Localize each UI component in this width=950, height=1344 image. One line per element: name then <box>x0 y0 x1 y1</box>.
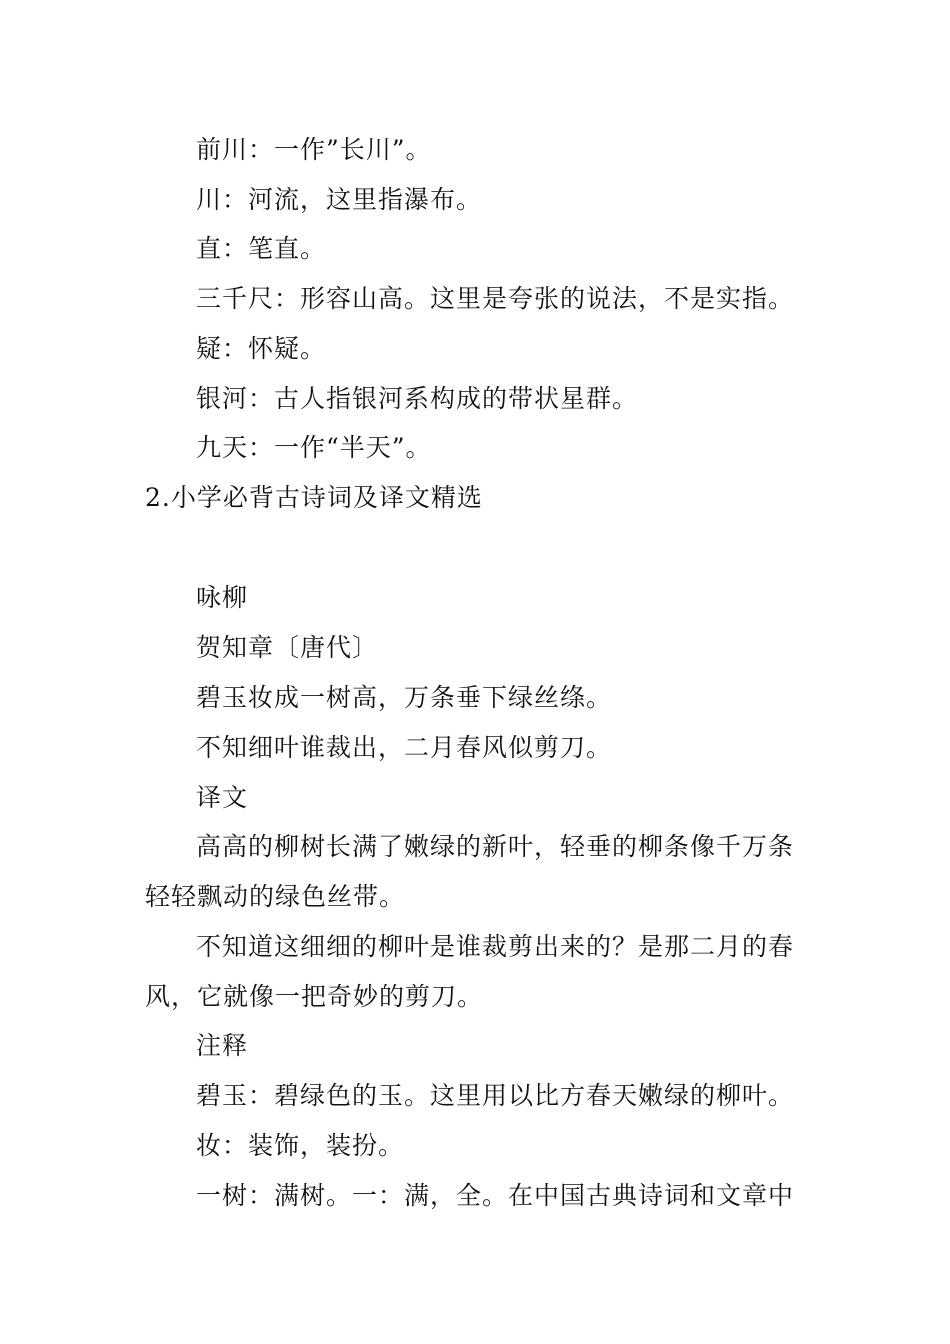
poem-author: 贺知章〔唐代〕 <box>196 633 379 662</box>
poem-title: 咏柳 <box>196 583 249 612</box>
translation-para1-line1: 高高的柳树长满了嫩绿的新叶，轻垂的柳条像千万条 <box>196 832 795 861</box>
poem-line-2: 不知细叶谁裁出，二月春风似剪刀。 <box>196 733 613 762</box>
annotation-yishu: 一树：满树。一：满，全。在中国古典诗词和文章中 <box>196 1181 795 1210</box>
poem-line-1: 碧玉妆成一树高，万条垂下绿丝绦。 <box>196 683 613 712</box>
section-heading: 2.小学必背古诗词及译文精选 <box>145 483 483 512</box>
translation-para2-line1: 不知道这细细的柳叶是谁裁剪出来的？是那二月的春 <box>196 932 795 961</box>
annotation-zhuang: 妆：装饰，装扮。 <box>196 1131 405 1160</box>
annotations-heading: 注释 <box>196 1031 249 1060</box>
note-qianchuan: 前川：一作”长川”。 <box>196 135 432 164</box>
annotation-biyu: 碧玉：碧绿色的玉。这里用以比方春天嫩绿的柳叶。 <box>196 1081 795 1110</box>
translation-heading: 译文 <box>196 783 249 812</box>
note-chuan: 川：河流，这里指瀑布。 <box>196 185 483 214</box>
translation-para2-line2: 风，它就像一把奇妙的剪刀。 <box>145 982 484 1011</box>
note-yi: 疑：怀疑。 <box>196 334 327 363</box>
note-zhi: 直：笔直。 <box>196 234 327 263</box>
note-jiutian: 九天：一作“半天”。 <box>196 433 432 462</box>
note-yinhe: 银河：古人指银河系构成的带状星群。 <box>196 384 639 413</box>
translation-para1-line2: 轻轻飘动的绿色丝带。 <box>145 882 406 911</box>
note-sanqianchi: 三千尺：形容山高。这里是夸张的说法，不是实指。 <box>196 284 795 313</box>
